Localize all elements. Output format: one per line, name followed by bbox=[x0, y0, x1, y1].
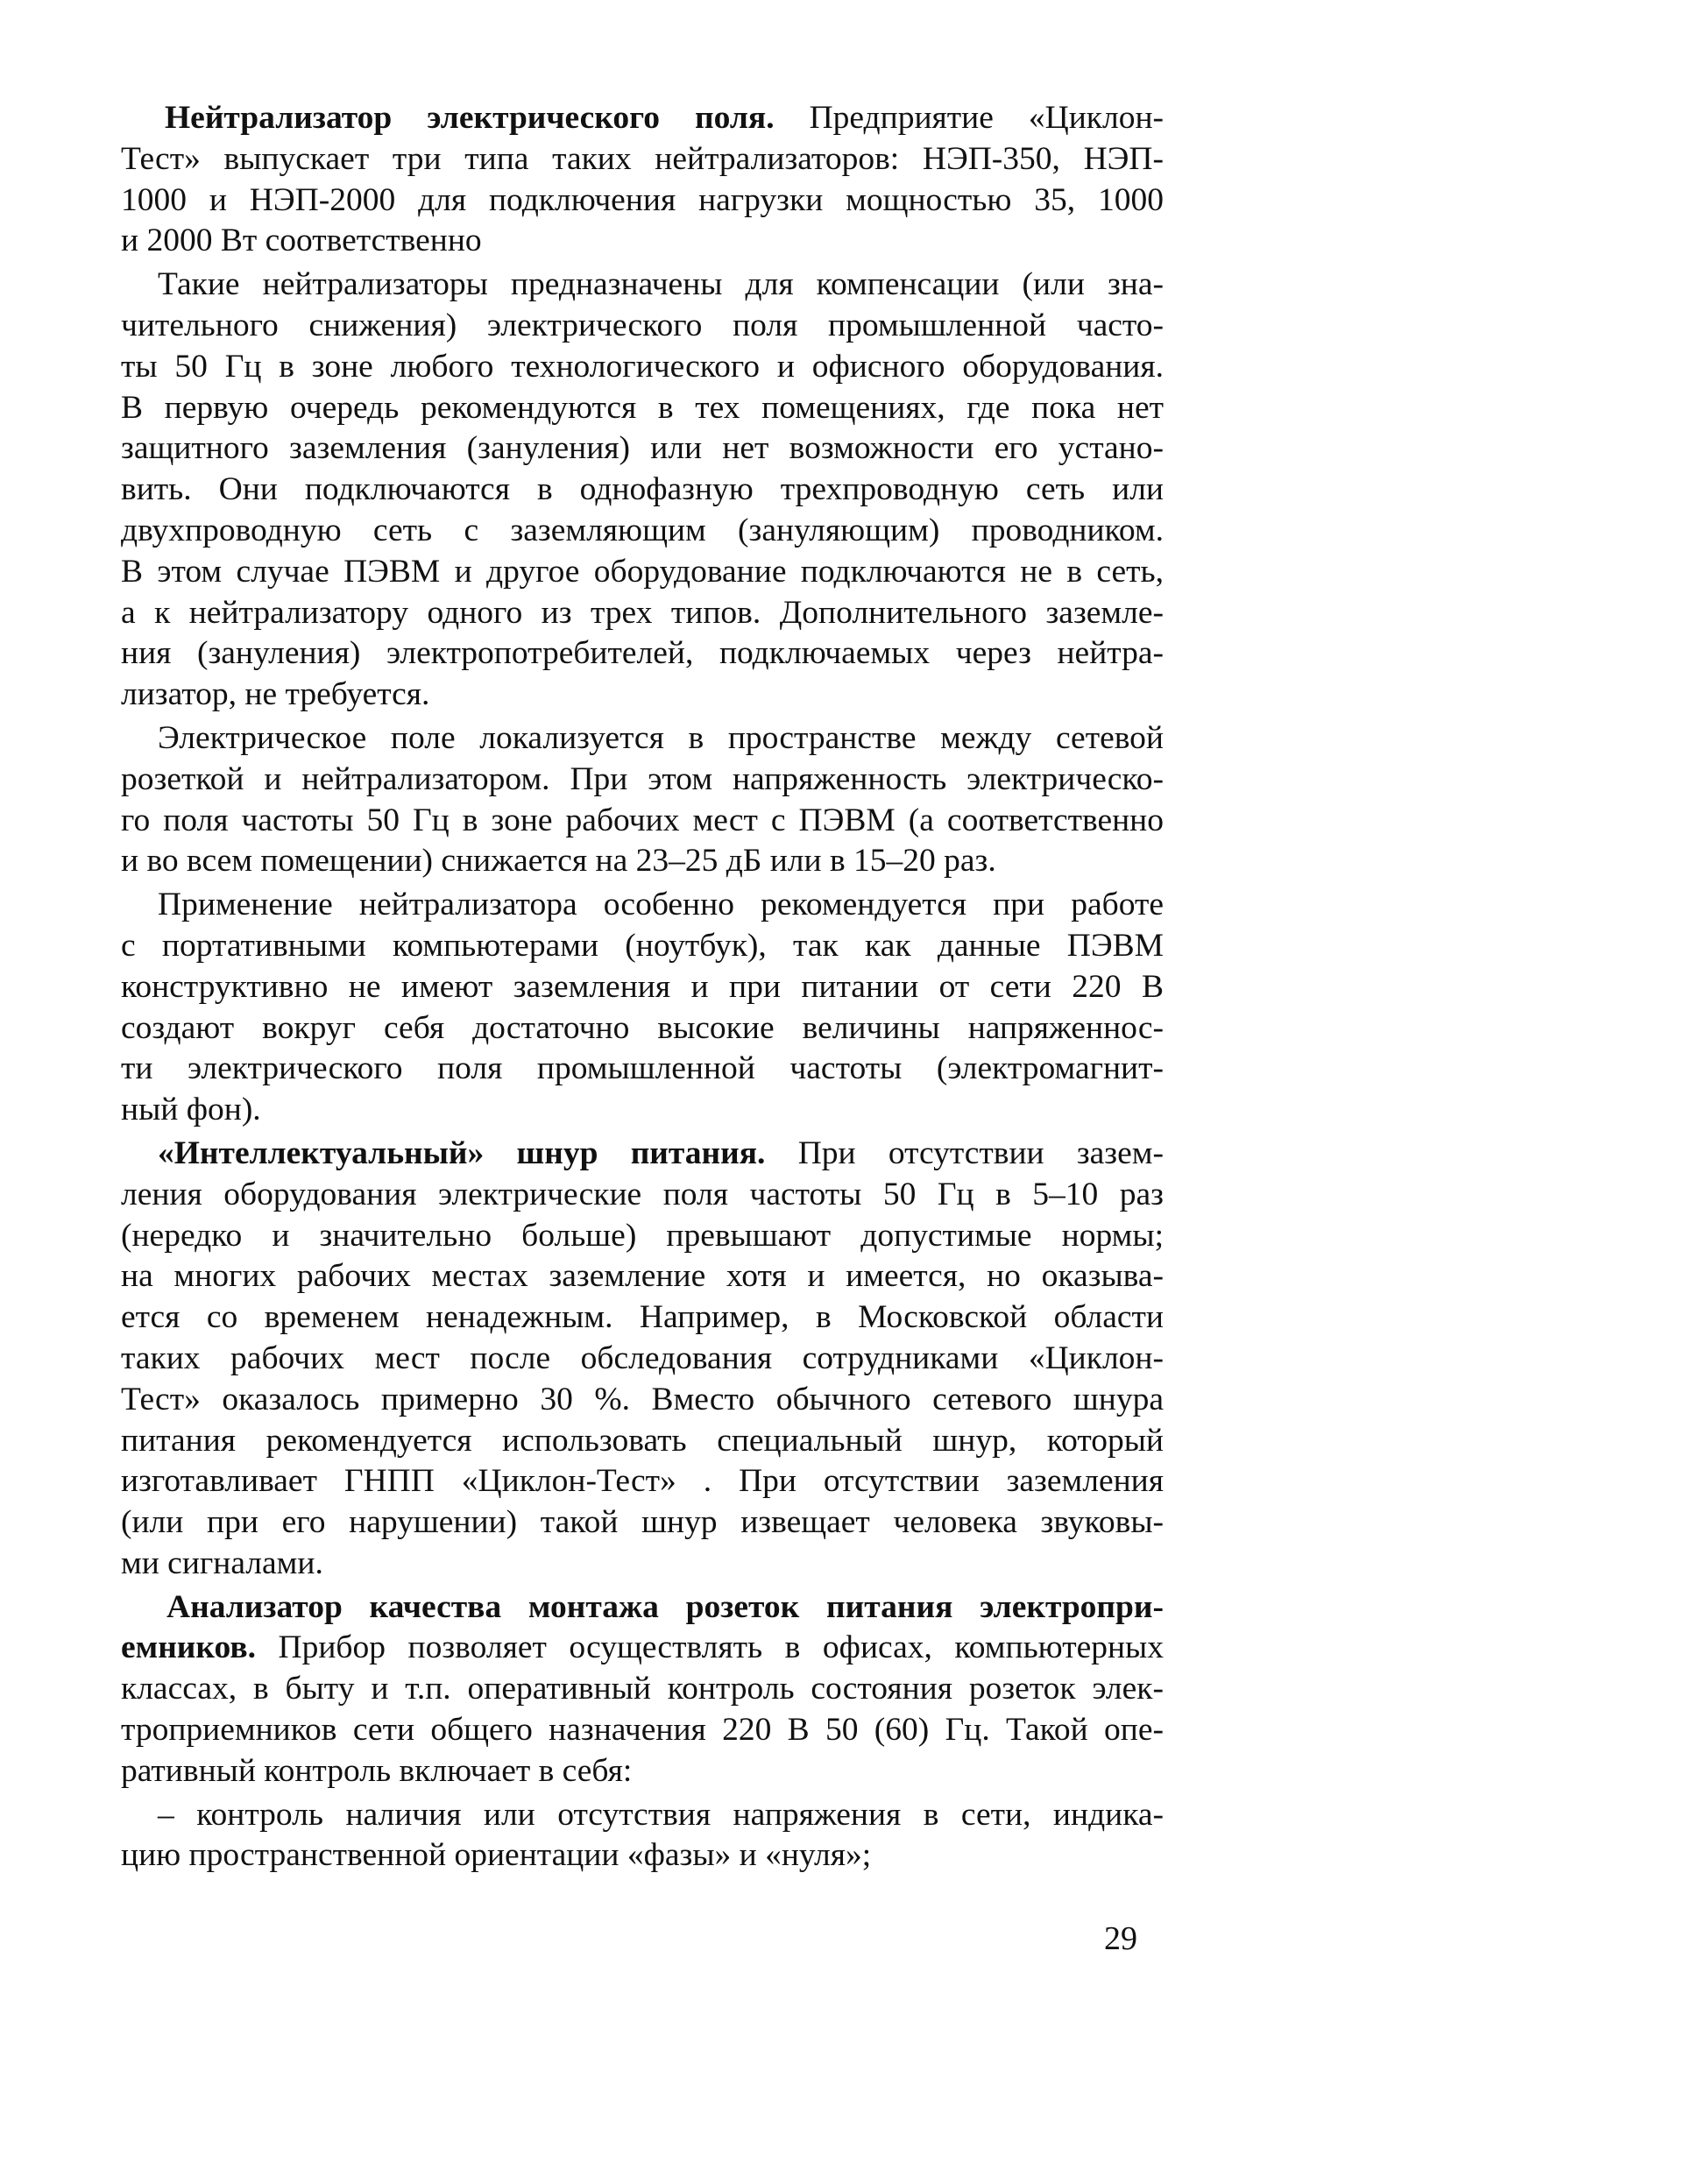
text-line: – контроль наличия или отсутствия напряжения в сети, индика- bbox=[158, 1796, 1164, 1833]
text-line: розеткой и нейтрализатором. При этом напряженность электрическо- bbox=[121, 760, 1164, 797]
text-line: (или при его нарушении) такой шнур извещает человека звуковы- bbox=[121, 1504, 1164, 1541]
text-line: цию пространственной ориентации «фазы» и «нуля»; bbox=[121, 1837, 872, 1874]
text-line: классах, в быту и т.п. оперативный контроль состояния розеток элек- bbox=[121, 1671, 1164, 1707]
text-line: двухпроводную сеть с заземляющим (зануляющим) проводником. bbox=[121, 512, 1164, 548]
text-line: Прибор позволяет осуществлять в офисах, компьютерных bbox=[255, 1629, 1164, 1666]
text-line: защитного заземления (зануления) или нет возможности его устано- bbox=[121, 430, 1164, 467]
text-line: ты 50 Гц в зоне любого технологического и офисного оборудования. bbox=[121, 348, 1164, 385]
text-line: ративный контроль включает в себя: bbox=[121, 1752, 633, 1789]
text-line: троприемников сети общего назначения 220 В 50 (60) Гц. Такой опе- bbox=[121, 1712, 1164, 1749]
text-line: го поля частоты 50 Гц в зоне рабочих мест с ПЭВМ (а соответственно bbox=[121, 802, 1164, 838]
paragraph-laptops bbox=[121, 885, 1164, 1131]
text-line: ти электрического поля промышленной частоты (электромагнит- bbox=[121, 1050, 1164, 1087]
text-line: (нередко и значительно больше) превышают допустимые нормы; bbox=[121, 1217, 1164, 1254]
text-line: Тест» оказалось примерно 30 %. Вместо обычного сетевого шнура bbox=[121, 1381, 1164, 1417]
paragraph-socket-analyzer bbox=[121, 1587, 1164, 1792]
page-body bbox=[121, 98, 1164, 1879]
text-line: Электрическое поле локализуется в пространстве между сетевой bbox=[158, 719, 1164, 756]
heading-socket-analyzer: Анализатор качества монтажа розеток питания электропри- bbox=[166, 1588, 1164, 1625]
text-line: с портативными компьютерами (ноутбук), так как данные ПЭВМ bbox=[121, 927, 1164, 964]
text-line: Такие нейтрализаторы предназначены для компенсации (или зна- bbox=[158, 266, 1164, 303]
text-line: ми сигналами. bbox=[121, 1544, 323, 1581]
heading-smart-cord: «Интеллектуальный» шнур питания. bbox=[158, 1134, 766, 1171]
text-line: При отсутствии зазем- bbox=[765, 1134, 1164, 1171]
paragraph-neutralizer bbox=[121, 98, 1164, 262]
text-line: и во всем помещении) снижается на 23–25 дБ или в 15–20 раз. bbox=[121, 843, 996, 880]
text-line: Предприятие «Циклон- bbox=[774, 100, 1164, 136]
text-line: Тест» выпускает три типа таких нейтрализаторов: НЭП-350, НЭП- bbox=[121, 140, 1164, 177]
text-line: а к нейтрализатору одного из трех типов. Дополнительного заземле- bbox=[121, 594, 1164, 631]
text-line: ления оборудования электрические поля частоты 50 Гц в 5–10 раз bbox=[121, 1176, 1164, 1212]
paragraph-purpose bbox=[121, 265, 1164, 716]
text-line: таких рабочих мест после обследования сотрудниками «Циклон- bbox=[121, 1339, 1164, 1376]
text-line: чительного снижения) электрического поля промышленной часто- bbox=[121, 307, 1164, 343]
heading-neutralizer: Нейтрализатор электрического поля. bbox=[165, 100, 775, 136]
paragraph-localization bbox=[121, 718, 1164, 882]
text-line: вить. Они подключаются в однофазную трехпроводную сеть или bbox=[121, 471, 1164, 508]
text-line: создают вокруг себя достаточно высокие величины напряженнос- bbox=[121, 1009, 1164, 1046]
text-line: и 2000 Вт соответственно bbox=[121, 223, 482, 259]
text-line: конструктивно не имеют заземления и при питании от сети 220 В bbox=[121, 968, 1164, 1005]
text-line: лизатор, не требуется. bbox=[121, 676, 430, 713]
heading-socket-analyzer-cont: емников. bbox=[121, 1629, 256, 1666]
paragraph-smart-cord bbox=[121, 1134, 1164, 1585]
text-line: В первую очередь рекомендуются в тех помещениях, где пока нет bbox=[121, 389, 1164, 426]
text-line: ный фон). bbox=[121, 1092, 261, 1128]
text-line: Применение нейтрализатора особенно рекомендуется при работе bbox=[158, 887, 1164, 923]
page-number: 29 bbox=[1104, 1920, 1137, 1957]
text-line: 1000 и НЭП-2000 для подключения нагрузки мощностью 35, 1000 bbox=[121, 181, 1164, 218]
paragraph-list-item bbox=[121, 1795, 1164, 1877]
text-line: ния (зануления) электропотребителей, подключаемых через нейтра- bbox=[121, 635, 1164, 672]
text-line: В этом случае ПЭВМ и другое оборудование подключаются не в сеть, bbox=[121, 553, 1164, 590]
text-line: изготавливает ГНПП «Циклон-Тест» . При отсутствии заземления bbox=[121, 1463, 1164, 1500]
text-line: питания рекомендуется использовать специальный шнур, который bbox=[121, 1422, 1164, 1459]
text-line: ется со временем ненадежным. Например, в Московской области bbox=[121, 1299, 1164, 1336]
text-line: на многих рабочих местах заземление хотя и имеется, но оказыва- bbox=[121, 1258, 1164, 1295]
